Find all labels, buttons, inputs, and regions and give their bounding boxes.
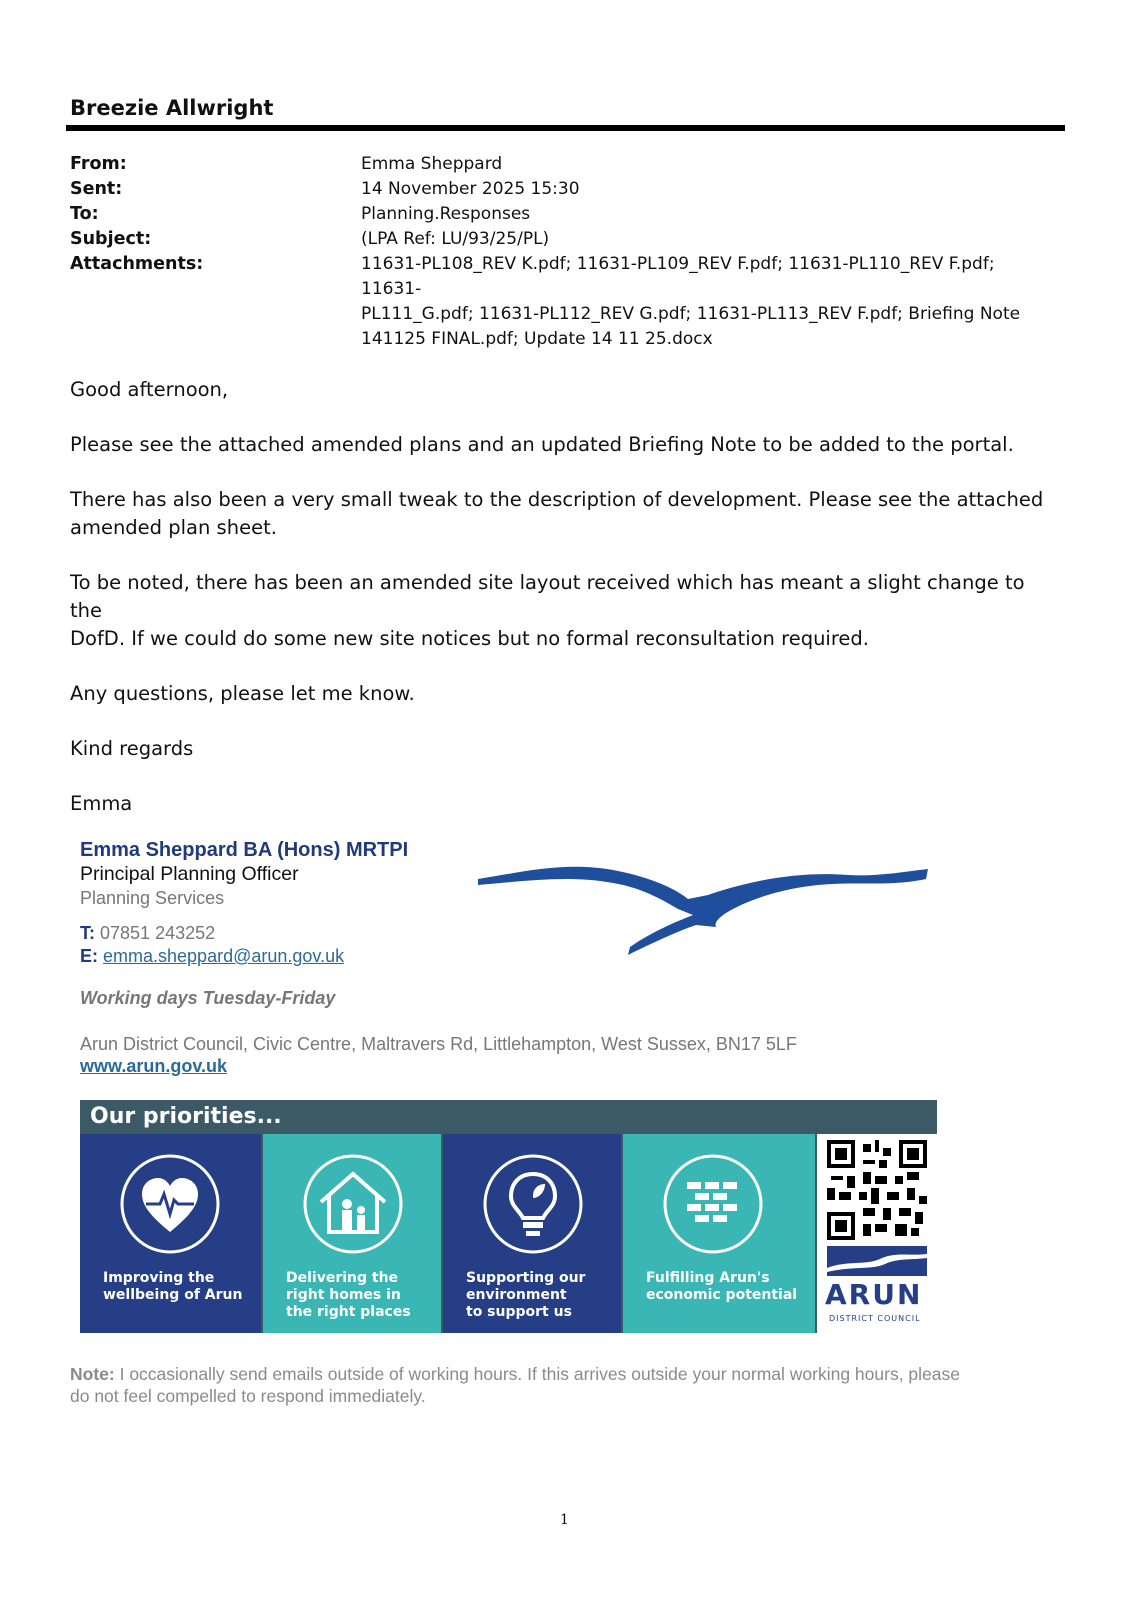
from-row bbox=[70, 152, 1060, 177]
website-link[interactable]: www.arun.gov.uk bbox=[80, 1056, 228, 1076]
tile-text: Fulfilling Arun's bbox=[646, 1270, 770, 1286]
attachments-line[interactable]: 11631-PL108_REV K.pdf; 11631-PL109_REV F.pdf; 11631-PL110_REV F.pdf; 11631- bbox=[361, 254, 995, 299]
priority-tile-economy bbox=[623, 1134, 815, 1333]
greeting: Good afternoon, bbox=[70, 378, 229, 401]
banner-heading: Our priorities... bbox=[90, 1104, 282, 1129]
priority-tile-environment bbox=[443, 1134, 621, 1333]
logo-word: ARUN bbox=[825, 1278, 923, 1311]
phone-label: T: bbox=[80, 923, 95, 943]
to-row bbox=[70, 202, 1060, 227]
to-value: Planning.Responses bbox=[361, 204, 531, 224]
signature-department: Planning Services bbox=[80, 888, 225, 908]
priorities-banner bbox=[80, 1100, 937, 1333]
signoff: Kind regards bbox=[70, 737, 194, 760]
sent-value: 14 November 2025 15:30 bbox=[361, 179, 580, 199]
attachments-line[interactable]: PL111_G.pdf; 11631-PL112_REV G.pdf; 11631-PL113_REV F.pdf; Briefing Note bbox=[361, 304, 1021, 324]
tile-text: economic potential bbox=[646, 1287, 798, 1303]
from-label: From: bbox=[70, 154, 127, 174]
qr-logo-tile bbox=[817, 1134, 937, 1333]
body-paragraph: Any questions, please let me know. bbox=[70, 682, 415, 705]
page-number: 1 bbox=[560, 1512, 569, 1528]
note-text: do not feel compelled to respond immediately. bbox=[70, 1386, 426, 1406]
body-paragraph bbox=[70, 486, 1060, 542]
phone-number: 07851 243252 bbox=[100, 923, 216, 943]
subject-row bbox=[70, 227, 1060, 252]
body-paragraph bbox=[70, 569, 1060, 653]
lightbulb-icon bbox=[481, 1152, 585, 1256]
tile-text: Supporting our bbox=[466, 1270, 586, 1286]
header-rule bbox=[66, 125, 1065, 131]
note-text: I occasionally send emails outside of working hours. If this arrives outside your normal working hours, please bbox=[119, 1364, 960, 1384]
body-paragraph: Please see the attached amended plans and an updated Briefing Note to be added to the portal. bbox=[70, 433, 1014, 456]
signature-title: Principal Planning Officer bbox=[80, 863, 299, 885]
email-header bbox=[70, 152, 1060, 352]
attachments-row bbox=[70, 252, 1060, 352]
subject-label: Subject: bbox=[70, 229, 152, 249]
tile-text: Delivering the bbox=[286, 1270, 399, 1286]
tile-text: right homes in bbox=[286, 1287, 401, 1303]
attachments-line[interactable]: 141125 FINAL.pdf; Update 14 11 25.docx bbox=[361, 329, 713, 349]
priority-tile-wellbeing bbox=[80, 1134, 261, 1333]
attachments-value bbox=[361, 252, 1060, 352]
body-line: amended plan sheet. bbox=[70, 516, 277, 539]
heart-icon bbox=[118, 1152, 222, 1256]
house-icon bbox=[301, 1152, 405, 1256]
email-link[interactable]: emma.sheppard@arun.gov.uk bbox=[103, 946, 345, 966]
body-line: There has also been a very small tweak to the description of development. Please see the attached bbox=[70, 488, 1044, 511]
body-line: To be noted, there has been an amended site layout received which has meant a slight change to the bbox=[70, 571, 1025, 622]
working-days: Working days Tuesday-Friday bbox=[80, 988, 336, 1008]
bird-logo-icon bbox=[478, 865, 928, 955]
subject-value: (LPA Ref: LU/93/25/PL) bbox=[361, 229, 550, 249]
note-label: Note: bbox=[70, 1364, 115, 1384]
priority-tile-homes bbox=[263, 1134, 441, 1333]
sent-row bbox=[70, 177, 1060, 202]
tile-text: Improving the bbox=[103, 1270, 215, 1286]
tile-text: the right places bbox=[286, 1304, 411, 1320]
signature-name: Emma Sheppard BA (Hons) MRTPI bbox=[80, 839, 409, 861]
to-label: To: bbox=[70, 204, 99, 224]
brick-wall-icon bbox=[661, 1152, 765, 1256]
email-body bbox=[70, 376, 1060, 845]
body-line: DofD. If we could do some new site notices but no formal reconsultation required. bbox=[70, 627, 870, 650]
qr-code-icon[interactable] bbox=[827, 1140, 927, 1240]
address: Arun District Council, Civic Centre, Maltravers Rd, Littlehampton, West Sussex, BN17 5LF bbox=[80, 1034, 797, 1054]
arun-logo-icon bbox=[827, 1246, 927, 1276]
email-label: E: bbox=[80, 946, 98, 966]
out-of-hours-note bbox=[70, 1363, 1060, 1407]
document-owner: Breezie Allwright bbox=[70, 96, 274, 120]
tile-text: wellbeing of Arun bbox=[103, 1287, 243, 1303]
tile-text: to support us bbox=[466, 1304, 572, 1320]
logo-subtitle: DISTRICT COUNCIL bbox=[829, 1314, 921, 1323]
sent-label: Sent: bbox=[70, 179, 123, 199]
attachments-label: Attachments: bbox=[70, 254, 204, 274]
tile-text: environment bbox=[466, 1287, 567, 1303]
from-value: Emma Sheppard bbox=[361, 154, 503, 174]
sender-name: Emma bbox=[70, 792, 133, 815]
